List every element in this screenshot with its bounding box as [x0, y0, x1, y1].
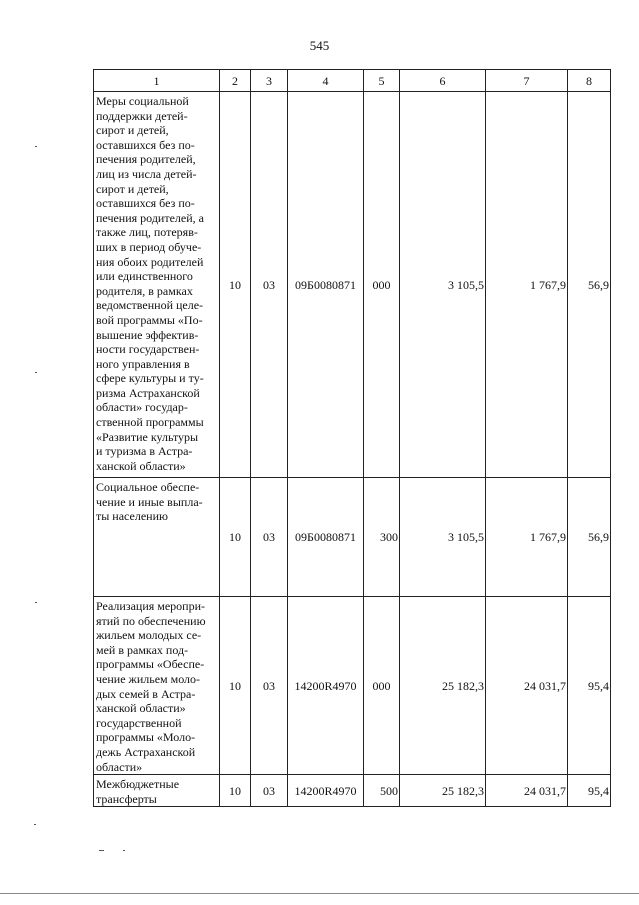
- header-cell-5: 5: [364, 70, 400, 92]
- row-actual-amount: 1 767,9: [486, 92, 568, 478]
- row-section: 10: [220, 775, 251, 807]
- table-row: [94, 597, 611, 775]
- header-cell-4: 4: [288, 70, 364, 92]
- table-row: [94, 92, 611, 478]
- scan-bottom-line: [0, 893, 639, 894]
- row-subsection: 03: [251, 775, 288, 807]
- row-percent: 95,4: [568, 775, 611, 807]
- row-target-code: 14200R4970: [288, 775, 364, 807]
- row-percent: 95,4: [568, 597, 611, 775]
- row-subsection: 03: [251, 478, 288, 597]
- row-name: Реализация меропри- ятий по обеспечению жильем молодых се- мей в рамках под- программы «Обеспе- чение жильем моло- дых семей в Астра- ханской области» государственной программы «Моло- дежь Астраханской области»: [94, 597, 220, 775]
- header-cell-2: 2: [220, 70, 251, 92]
- row-expense-type: 300: [364, 478, 400, 597]
- scan-speck: [35, 146, 37, 147]
- row-actual-amount: 24 031,7: [486, 775, 568, 807]
- row-expense-type: 000: [364, 597, 400, 775]
- page-number: 545: [309, 38, 330, 53]
- header-cell-8: 8: [568, 70, 611, 92]
- row-percent: 56,9: [568, 92, 611, 478]
- row-name: Социальное обеспе- чение и иные выпла- ты населению: [94, 478, 220, 597]
- row-name: Меры социальной поддержки детей- сирот и детей, оставшихся без по- печения родителей, лиц из числа детей- сирот и детей, оставшихся без по- печения родителей, а также лиц, потеряв- ших в период обуче- ния обоих родителей или единственного родителя, в рамках ведомственной целе- вой программы «По- вышение эффектив- ности государствен- ного управления в сфере культуры и ту- ризма Астраханской области» государ- ственной программы «Развитие культуры и туризма в Астра- ханской области»: [94, 92, 220, 478]
- budget-table: [93, 69, 611, 807]
- scan-speck: [35, 372, 37, 373]
- row-section: 10: [220, 597, 251, 775]
- row-subsection: 03: [251, 92, 288, 478]
- row-subsection: 03: [251, 597, 288, 775]
- row-section: 10: [220, 92, 251, 478]
- table-header-row: [94, 70, 611, 92]
- row-plan-amount: 25 182,3: [400, 775, 486, 807]
- scan-speck: [123, 850, 125, 851]
- header-cell-1: 1: [94, 70, 220, 92]
- row-target-code: 09Б0080871: [288, 478, 364, 597]
- header-cell-6: 6: [400, 70, 486, 92]
- row-actual-amount: 24 031,7: [486, 597, 568, 775]
- row-expense-type: 000: [364, 92, 400, 478]
- scan-speck: [35, 602, 37, 603]
- table-row: [94, 775, 611, 807]
- row-section: 10: [220, 478, 251, 597]
- row-plan-amount: 3 105,5: [400, 478, 486, 597]
- table-row: [94, 478, 611, 597]
- scan-speck: [99, 850, 104, 851]
- row-target-code: 14200R4970: [288, 597, 364, 775]
- row-name: Межбюджетные трансферты: [94, 775, 220, 807]
- header-cell-7: 7: [486, 70, 568, 92]
- row-percent: 56,9: [568, 478, 611, 597]
- row-plan-amount: 3 105,5: [400, 92, 486, 478]
- header-cell-3: 3: [251, 70, 288, 92]
- row-target-code: 09Б0080871: [288, 92, 364, 478]
- row-plan-amount: 25 182,3: [400, 597, 486, 775]
- row-actual-amount: 1 767,9: [486, 478, 568, 597]
- scan-speck: [34, 824, 36, 825]
- row-expense-type: 500: [364, 775, 400, 807]
